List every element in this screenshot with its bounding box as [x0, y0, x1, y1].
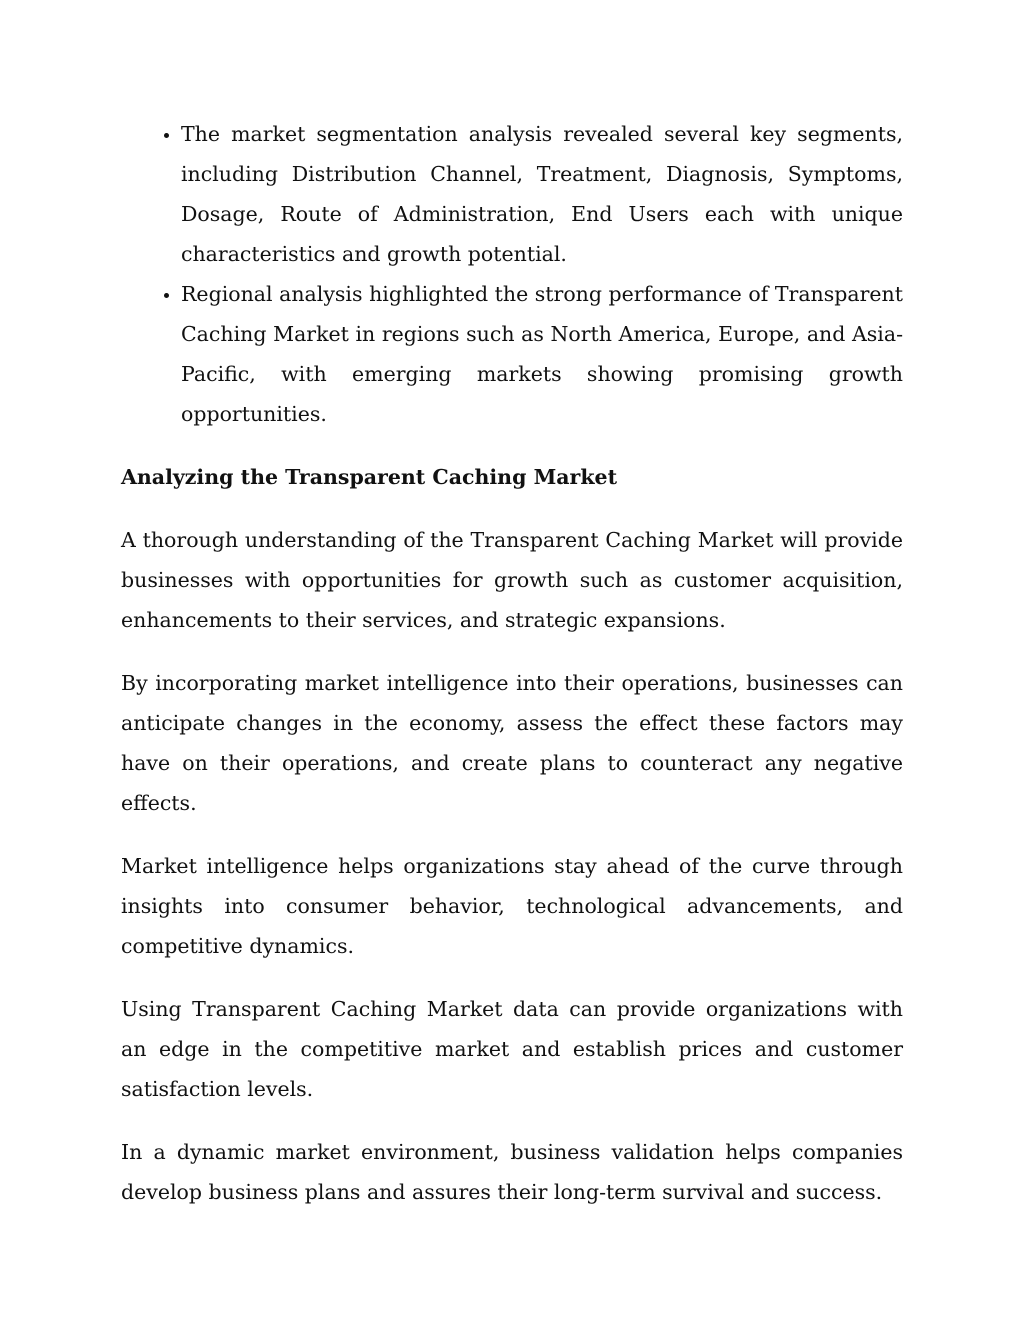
paragraph-competitive-edge: Using Transparent Caching Market data can provide organizations with an edge in the competitive market and establish prices and customer satisfaction levels.	[121, 997, 903, 1101]
section-heading: Analyzing the Transparent Caching Market	[121, 465, 618, 489]
paragraph-understanding: A thorough understanding of the Transparent Caching Market will provide businesses with opportunities for growth such as customer acquisition, enhancements to their services, and strategic expansions.	[121, 528, 903, 632]
paragraph-business-validation: In a dynamic market environment, business validation helps companies develop business plans and assures their long-term survival and success.	[121, 1140, 903, 1204]
list-item-regional: • Regional analysis highlighted the strong performance of Transparent Caching Market in regions such as North America, Europe, and Asia-Pacific, with emerging markets showing promising growth opportunities.	[181, 274, 903, 434]
document-page	[121, 114, 903, 1235]
list-item-segmentation: • The market segmentation analysis revealed several key segments, including Distribution Channel, Treatment, Diagnosis, Symptoms, Dosage, Route of Administration, End Users each with unique characteristics and growth potential.	[181, 114, 903, 274]
paragraph-stay-ahead: Market intelligence helps organizations stay ahead of the curve through insights into consumer behavior, technological advancements, and competitive dynamics.	[121, 854, 903, 958]
paragraph-market-intelligence: By incorporating market intelligence into their operations, businesses can anticipate changes in the economy, assess the effect these factors may have on their operations, and create plans to counteract any negative effects.	[121, 671, 903, 815]
findings-list	[121, 114, 903, 434]
